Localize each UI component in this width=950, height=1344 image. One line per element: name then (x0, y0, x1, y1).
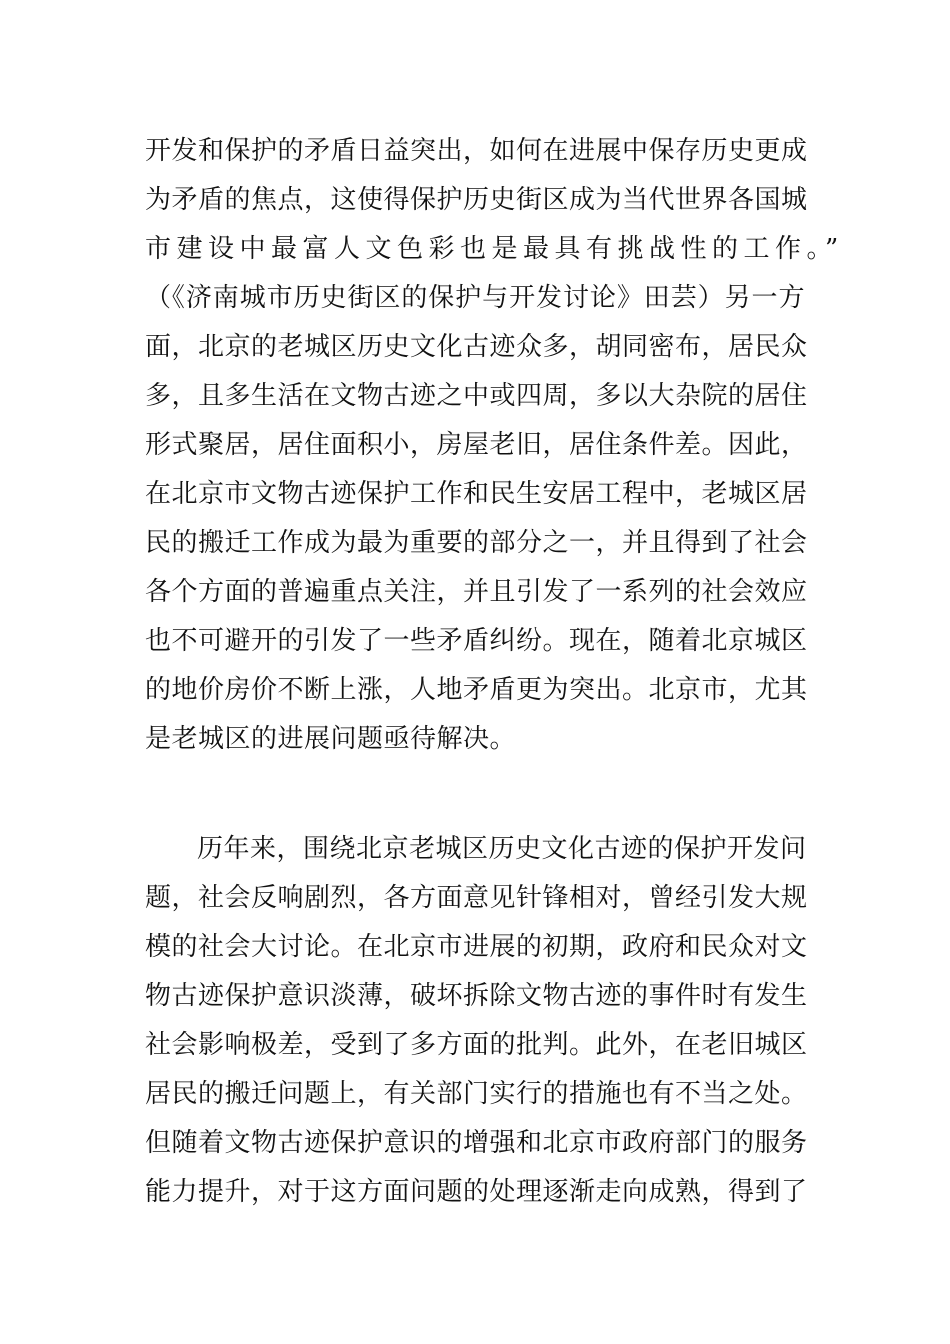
text-line: 的地价房价不断上涨，人地矛盾更为突出。北京市，尤其 (145, 675, 808, 705)
text-line: 多，且多生活在文物古迹之中或四周，多以大杂院的居住 (145, 381, 808, 411)
text-line: （《济南城市历史街区的保护与开发讨论》田芸）另一方 (145, 283, 805, 313)
text-line: 各个方面的普遍重点关注，并且引发了一系列的社会效应 (145, 577, 808, 607)
text-line: 居民的搬迁问题上，有关部门实行的措施也有不当之处。 (145, 1079, 808, 1109)
text-line: 面，北京的老城区历史文化古迹众多，胡同密布，居民众 (145, 332, 808, 362)
text-line: 能力提升，对于这方面问题的处理逐渐走向成熟，得到了 (145, 1177, 808, 1207)
text-line: 民的搬迁工作成为最为重要的部分之一，并且得到了社会 (145, 528, 808, 558)
text-line: 形式聚居，居住面积小，房屋老旧，居住条件差。因此， (145, 430, 808, 460)
text-line: 市建设中最富人文色彩也是最具有挑战性的工作。” (145, 234, 844, 264)
text-line: 开发和保护的矛盾日益突出，如何在进展中保存历史更成 (145, 136, 808, 166)
text-line: 历年来，围绕北京老城区历史文化古迹的保护开发问 (197, 834, 807, 864)
text-line: 物古迹保护意识淡薄，破坏拆除文物古迹的事件时有发生 (145, 981, 808, 1011)
text-line: 题，社会反响剧烈，各方面意见针锋相对，曾经引发大规 (145, 883, 808, 913)
text-line: 但随着文物古迹保护意识的增强和北京市政府部门的服务 (145, 1128, 808, 1158)
text-line: 模的社会大讨论。在北京市进展的初期，政府和民众对文 (145, 932, 808, 962)
text-line: 是老城区的进展问题亟待解决。 (145, 724, 517, 754)
text-line: 社会影响极差，受到了多方面的批判。此外，在老旧城区 (145, 1030, 808, 1060)
text-line: 在北京市文物古迹保护工作和民生安居工程中，老城区居 (145, 479, 808, 509)
text-line: 为矛盾的焦点，这使得保护历史街区成为当代世界各国城 (145, 185, 808, 215)
text-line: 也不可避开的引发了一些矛盾纠纷。现在，随着北京城区 (145, 626, 808, 656)
